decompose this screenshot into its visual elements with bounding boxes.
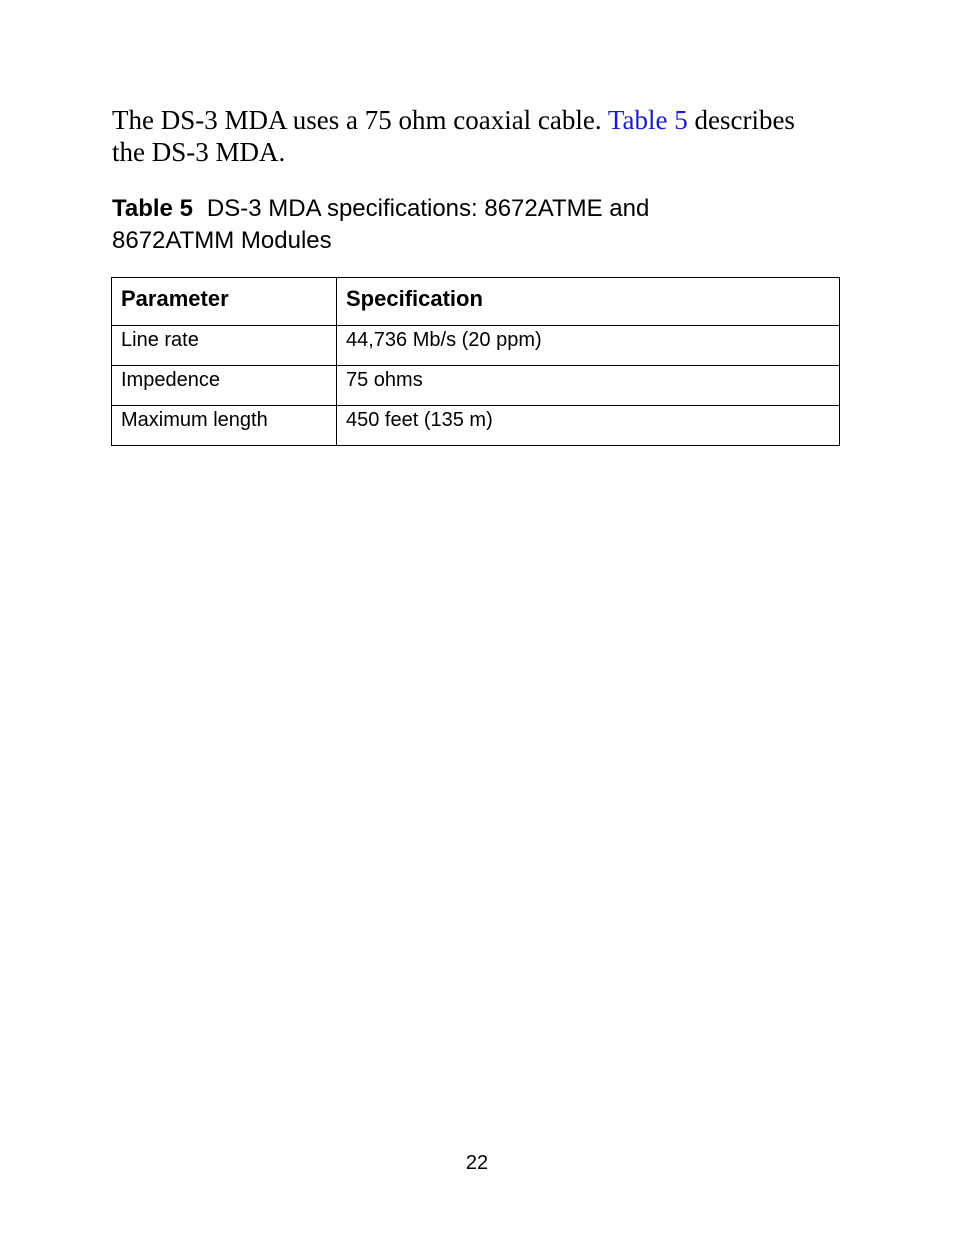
page-number: 22 xyxy=(465,1152,489,1174)
intro-text-after: describes the DS-3 MDA. xyxy=(112,105,795,167)
cell-parameter: Line rate xyxy=(112,326,337,366)
table-row xyxy=(112,366,840,406)
cell-specification: 75 ohms xyxy=(337,366,840,406)
header-parameter: Parameter xyxy=(112,278,337,326)
table-caption-label: Table 5 xyxy=(112,195,193,222)
table-5-link[interactable]: Table 5 xyxy=(607,105,688,135)
cell-specification: 450 feet (135 m) xyxy=(337,406,840,446)
cell-parameter: Impedence xyxy=(112,366,337,406)
table-row xyxy=(112,326,840,366)
spec-table xyxy=(111,277,840,446)
table-header-row xyxy=(112,278,840,326)
cell-parameter: Maximum length xyxy=(112,406,337,446)
table-caption xyxy=(112,193,752,257)
header-specification: Specification xyxy=(337,278,840,326)
cell-specification: 44,736 Mb/s (20 ppm) xyxy=(337,326,840,366)
intro-text-before: The DS-3 MDA uses a 75 ohm coaxial cable. xyxy=(112,105,608,135)
table-caption-text: DS-3 MDA specifications: 8672ATME and 8672ATMM Modules xyxy=(112,195,650,254)
intro-paragraph xyxy=(112,104,832,168)
table-row xyxy=(112,406,840,446)
